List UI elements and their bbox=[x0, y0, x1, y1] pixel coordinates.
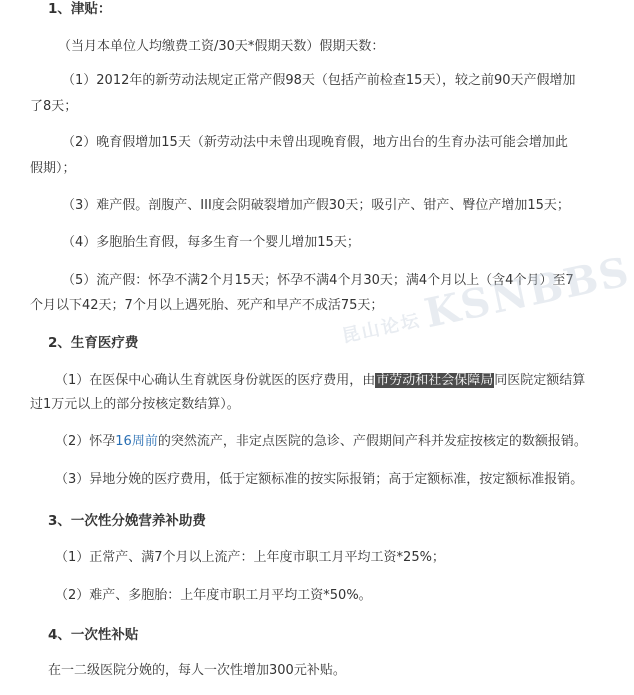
section-1-item-1-line-1: （1）2012年的新劳动法规定正常产假98天（包括产前检查15天），较之前90天产假增加 bbox=[62, 73, 576, 88]
section-1-item-3: （3）难产假。剖腹产、III度会阴破裂增加产假30天；吸引产、钳产、臀位产增加15天； bbox=[62, 198, 570, 213]
link-16-weeks[interactable]: 16周前 bbox=[115, 434, 158, 449]
section-3-item-1: （1）正常产、满7个月以上流产：上年度市职工月平均工资*25%； bbox=[55, 550, 445, 565]
section-2-item-2-suffix: 的突然流产，非定点医院的急诊、产假期间产科并发症按核定的数额报销。 bbox=[157, 434, 587, 449]
section-3-title: 3、一次性分娩营养补助费 bbox=[48, 513, 206, 529]
section-2-item-2 bbox=[55, 433, 587, 451]
section-1-item-5-line-1: （5）流产假：怀孕不满2个月15天；怀孕不满4个月30天；满4个月以上（含4个月）至7 bbox=[62, 273, 574, 288]
section-2-item-1-suffix: 同医院定额结算 bbox=[494, 373, 586, 388]
section-1-title: 1、津贴： bbox=[48, 1, 112, 17]
section-1-item-2-line-2: 假期）； bbox=[30, 161, 76, 176]
section-1-item-5-line-2: 个月以下42天；7个月以上遇死胎、死产和早产不成活75天； bbox=[30, 298, 384, 313]
section-2-item-3: （3）异地分娩的医疗费用，低于定额标准的按实际报销；高于定额标准，按定额标准报销。 bbox=[55, 472, 584, 487]
section-1-item-1-line-2: 了8天； bbox=[30, 99, 78, 114]
watermark-small-text: 昆山论坛 bbox=[340, 310, 423, 348]
section-2-title: 2、生育医疗费 bbox=[48, 335, 139, 351]
watermark-large-text: KSNBBS bbox=[420, 247, 634, 338]
section-3-item-2: （2）难产、多胞胎：上年度市职工月平均工资*50%。 bbox=[55, 588, 372, 603]
section-4-title: 4、一次性补贴 bbox=[48, 627, 139, 643]
section-1-item-4: （4）多胞胎生育假，每多生育一个婴儿增加15天； bbox=[62, 235, 360, 250]
section-2-item-1-prefix: （1）在医保中心确认生育就医身份就医的医疗费用，由 bbox=[55, 373, 376, 388]
section-2-item-2-prefix: （2）怀孕 bbox=[55, 434, 116, 449]
section-2-item-1-line-1 bbox=[55, 372, 585, 390]
section-1-item-2-line-1: （2）晚育假增加15天（新劳动法中未曾出现晚育假，地方出台的生育办法可能会增加此 bbox=[62, 135, 568, 150]
section-4-body: 在一二级医院分娩的，每人一次性增加300元补贴。 bbox=[48, 663, 346, 678]
section-2-item-1-line-2: 过1万元以上的部分按核定数结算）。 bbox=[30, 397, 240, 412]
section-1-formula: （当月本单位人均缴费工资/30天*假期天数）假期天数： bbox=[58, 39, 385, 54]
highlighted-text-labor-bureau[interactable]: 市劳动和社会保障局 bbox=[376, 373, 494, 388]
